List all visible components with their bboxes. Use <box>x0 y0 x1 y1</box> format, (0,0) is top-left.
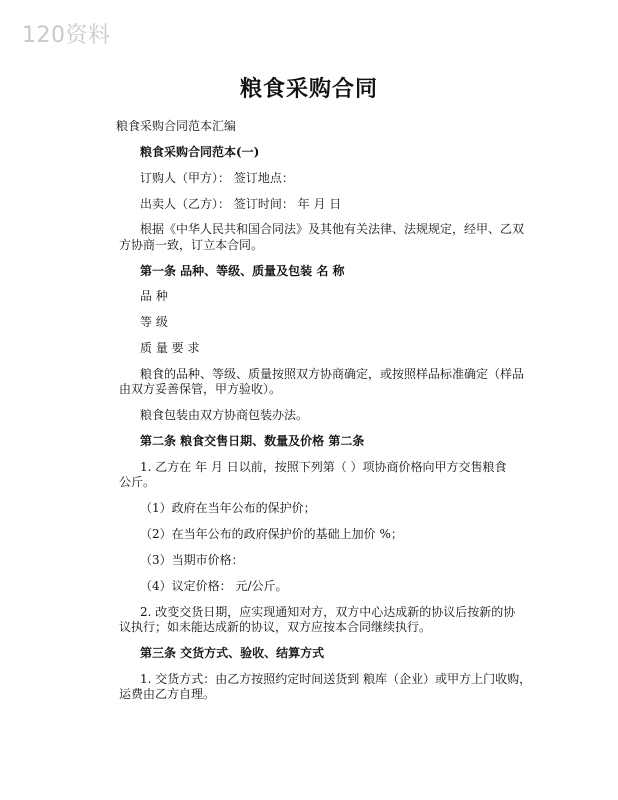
change-paragraph-line-1: 2. 改变交货日期，应实现通知对方，双方中心达成新的协议后按新的协 <box>140 605 516 619</box>
watermark-text: 120资料 <box>22 23 111 48</box>
document-subtitle: 粮食采购合同范本汇编 <box>116 119 237 133</box>
price-option-4: （4）议定价格： 元/公斤。 <box>140 579 288 593</box>
quality-paragraph-line-1: 粮食的品种、等级、质量按照双方协商确定，或按照样品标准确定（样品 <box>140 367 525 381</box>
seller-line: 出卖人（乙方）： 签订时间： 年 月 日 <box>140 197 342 211</box>
delivery-method-line-1: 1. 交货方式：由乙方按照约定时间送货到 粮库（企业）或甲方上门收购， <box>140 672 532 686</box>
price-option-2: （2）在当年公布的政府保护价的基础上加价 %； <box>140 527 403 541</box>
buyer-line: 订购人（甲方）： 签订地点： <box>140 171 294 185</box>
delivery-paragraph-line-1: 1. 乙方在 年 月 日以前，按照下列第（ ）项协商价格向甲方交售粮食 <box>140 460 507 474</box>
intro-paragraph-line-1: 根据《中华人民共和国合同法》及其他有关法律、法规规定，经甲、乙双 <box>140 222 525 236</box>
article-1-item-quality: 质 量 要 求 <box>140 341 200 355</box>
article-1-item-grade: 等 级 <box>140 315 168 329</box>
article-2-title: 第二条 粮食交售日期、数量及价格 第二条 <box>140 434 365 448</box>
quality-paragraph-line-2: 由双方妥善保管，甲方验收）。 <box>119 382 282 396</box>
article-1-item-variety: 品 种 <box>140 289 168 303</box>
price-option-3: （3）当期市价格： <box>140 553 244 567</box>
change-paragraph-line-2: 议执行；如未能达成新的协议，双方应按本合同继续执行。 <box>119 620 432 634</box>
article-1-title: 第一条 品种、等级、质量及包装 名 称 <box>140 264 345 278</box>
section-heading: 粮食采购合同范本(一) <box>140 145 260 159</box>
packaging-paragraph: 粮食包装由双方协商包装办法。 <box>140 408 309 422</box>
intro-paragraph-line-2: 方协商一致，订立本合同。 <box>119 238 264 252</box>
article-3-title: 第三条 交货方式、验收、结算方式 <box>140 646 325 660</box>
delivery-paragraph-line-2: 公斤。 <box>119 475 156 489</box>
price-option-1: （1）政府在当年公布的保护价； <box>140 501 316 515</box>
document-title: 粮食采购合同 <box>239 76 378 102</box>
delivery-method-line-2: 运费由乙方自理。 <box>119 687 216 701</box>
